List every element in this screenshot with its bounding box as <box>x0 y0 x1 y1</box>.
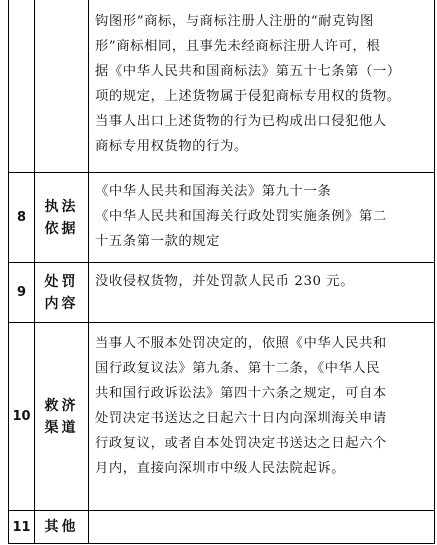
row-number: 8 <box>9 173 35 262</box>
content-line: 当事人出口上述货物的行为已构成出口侵犯他人 <box>95 114 387 129</box>
table-row-11 <box>9 510 434 543</box>
row-label-line: 救济 <box>44 397 79 414</box>
content-line: 行政复议，或者自本处罚决定书送达之日起六个 <box>95 436 387 451</box>
row-number-cell <box>9 0 35 172</box>
row-number: 10 <box>9 323 35 510</box>
row-content-cell <box>89 173 434 262</box>
content-line: 商标专用权货物的行为。 <box>95 139 248 154</box>
table-row-8 <box>9 172 434 262</box>
content-line: 处罚决定书送达之日起六十日内向深圳海关申请 <box>95 411 387 426</box>
content-line: 十五条第一款的规定 <box>95 234 221 249</box>
content-line: 形”商标相同，且事先未经商标注册人许可，根 <box>95 39 381 54</box>
table-row-9 <box>9 262 434 322</box>
document-table <box>8 0 435 544</box>
row-number: 11 <box>9 511 35 543</box>
row-label <box>35 263 89 322</box>
row-number: 9 <box>9 263 35 322</box>
content-line: 没收侵权货物，并处罚款人民币 230 元。 <box>95 274 355 289</box>
row-label-cell <box>35 0 89 172</box>
content-line: 月内，直接向深圳市中级人民法院起诉。 <box>95 461 346 476</box>
content-line: 共和国行政诉讼法》第四十六条之规定，可自本 <box>95 386 387 401</box>
row-label <box>35 173 89 262</box>
row-content-cell <box>89 511 434 543</box>
row-content-cell <box>89 263 434 322</box>
table-row-continuation <box>9 0 434 172</box>
content-line: 国行政复议法》第九条、第十二条，《中华人民 <box>95 361 381 376</box>
content-line: 项的规定，上述货物属于侵犯商标专用权的货物。 <box>95 89 401 104</box>
row-label-line: 依据 <box>44 220 79 237</box>
row-content-cell <box>89 0 434 172</box>
content-line: 《中华人民共和国海关法》第九十一条 <box>95 184 332 199</box>
content-line: 据《中华人民共和国商标法》第五十七条第（一） <box>95 64 401 79</box>
row-label-line: 渠道 <box>44 419 79 436</box>
row-label <box>35 323 89 510</box>
row-label-line: 处罚 <box>44 273 79 290</box>
row-label-line: 内容 <box>44 295 79 312</box>
row-label-line: 其他 <box>44 519 79 535</box>
row-label <box>35 511 89 543</box>
row-label-line: 执法 <box>44 198 79 215</box>
row-content-cell <box>89 323 434 510</box>
table-row-10 <box>9 322 434 510</box>
content-line: 钩图形”商标，与商标注册人注册的“耐克钩图 <box>95 14 374 29</box>
content-line: 当事人不服本处罚决定的，依照《中华人民共和 <box>95 336 387 351</box>
content-line: 《中华人民共和国海关行政处罚实施条例》第二 <box>95 209 387 224</box>
